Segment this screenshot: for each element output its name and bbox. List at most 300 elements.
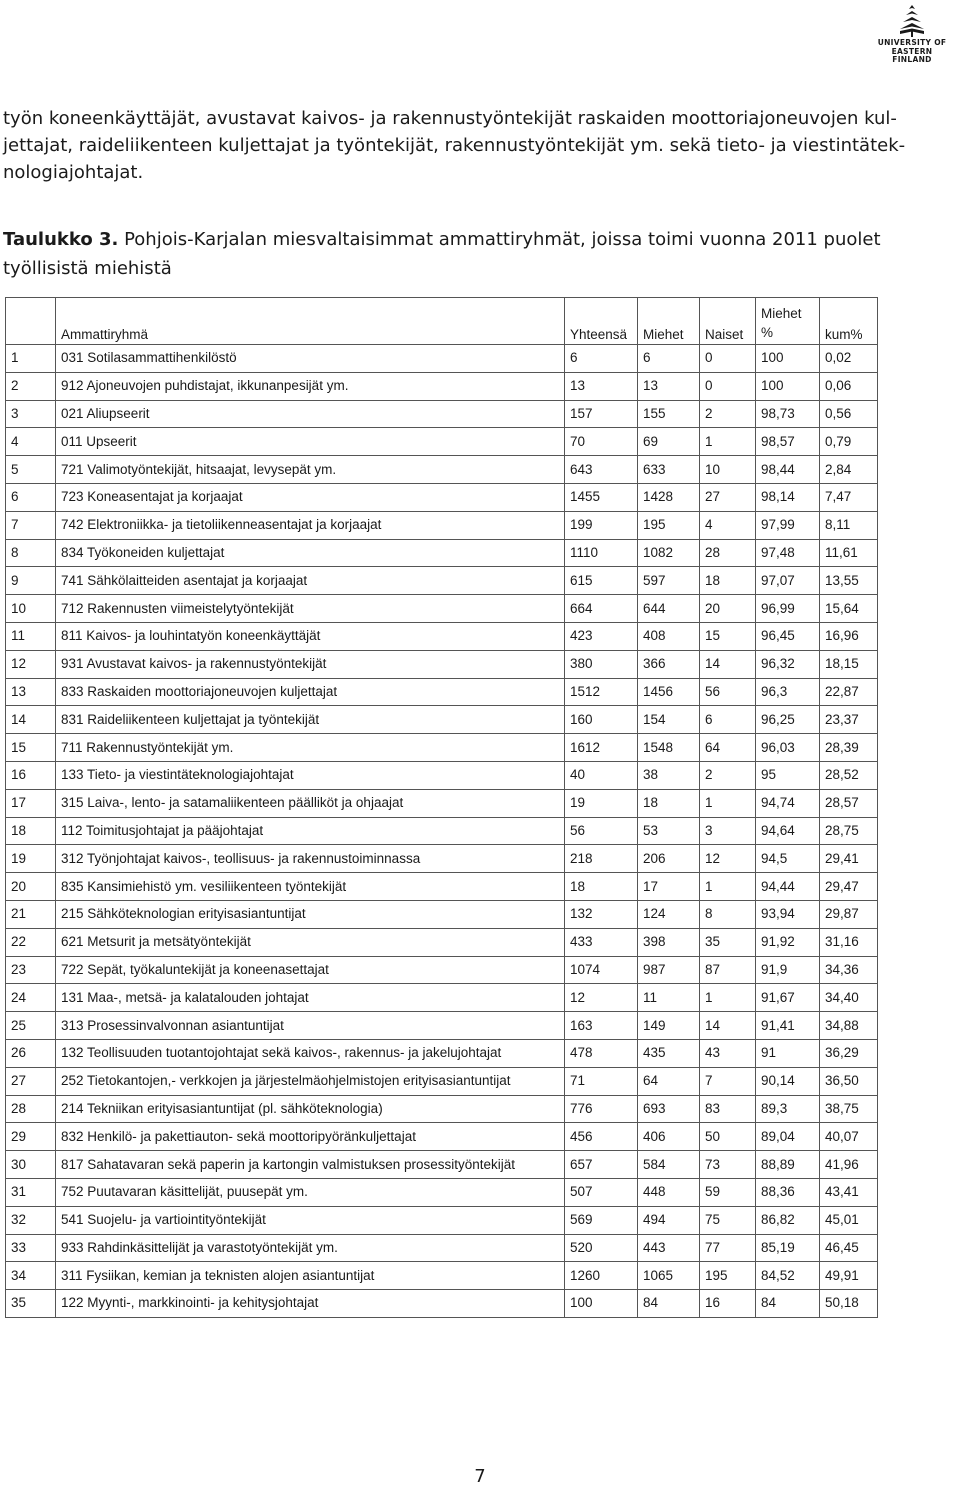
table-row [6, 1039, 878, 1067]
cell-total: 1512 [565, 678, 638, 706]
cell-men-percent: 93,94 [756, 900, 820, 928]
cell-women: 28 [700, 539, 756, 567]
header-group: Ammattiryhmä [56, 298, 565, 345]
cell-group: 811 Kaivos- ja louhintatyön koneenkäyttäjät [56, 622, 565, 650]
cell-cumulative-percent: 13,55 [820, 567, 878, 595]
cell-total: 56 [565, 817, 638, 845]
table-row [6, 984, 878, 1012]
cell-women: 10 [700, 456, 756, 484]
cell-group: 817 Sahatavaran sekä paperin ja kartongin valmistuksen prosessityöntekijät [56, 1151, 565, 1179]
cell-cumulative-percent: 28,52 [820, 761, 878, 789]
cell-rank: 30 [6, 1151, 56, 1179]
table-row [6, 1206, 878, 1234]
cell-men: 435 [638, 1039, 700, 1067]
cell-rank: 22 [6, 928, 56, 956]
table-row [6, 706, 878, 734]
cell-cumulative-percent: 0,06 [820, 372, 878, 400]
cell-group: 311 Fysiikan, kemian ja teknisten alojen asiantuntijat [56, 1262, 565, 1290]
cell-rank: 27 [6, 1067, 56, 1095]
cell-women: 0 [700, 372, 756, 400]
cell-women: 12 [700, 845, 756, 873]
table-row [6, 567, 878, 595]
cell-rank: 35 [6, 1290, 56, 1318]
cell-total: 6 [565, 345, 638, 373]
caption-text-line-1: Pohjois-Karjalan miesvaltaisimmat ammattiryhmät, joissa toimi vuonna 2011 puolet [118, 229, 881, 250]
cell-men: 1428 [638, 483, 700, 511]
cell-group: 835 Kansimiehistö ym. vesiliikenteen työntekijät [56, 873, 565, 901]
cell-total: 520 [565, 1234, 638, 1262]
cell-cumulative-percent: 0,56 [820, 400, 878, 428]
cell-men: 597 [638, 567, 700, 595]
cell-men-percent: 98,57 [756, 428, 820, 456]
cell-rank: 24 [6, 984, 56, 1012]
cell-women: 87 [700, 956, 756, 984]
cell-group: 711 Rakennustyöntekijät ym. [56, 734, 565, 762]
table-row [6, 428, 878, 456]
cell-total: 100 [565, 1290, 638, 1318]
table-row [6, 622, 878, 650]
cell-men: 987 [638, 956, 700, 984]
cell-cumulative-percent: 41,96 [820, 1151, 878, 1179]
cell-total: 40 [565, 761, 638, 789]
cell-men: 443 [638, 1234, 700, 1262]
cell-women: 1 [700, 873, 756, 901]
cell-women: 6 [700, 706, 756, 734]
cell-total: 163 [565, 1012, 638, 1040]
cell-total: 1455 [565, 483, 638, 511]
cell-men: 398 [638, 928, 700, 956]
cell-cumulative-percent: 11,61 [820, 539, 878, 567]
cell-rank: 29 [6, 1123, 56, 1151]
cell-total: 160 [565, 706, 638, 734]
cell-men-percent: 84 [756, 1290, 820, 1318]
cell-rank: 5 [6, 456, 56, 484]
cell-cumulative-percent: 23,37 [820, 706, 878, 734]
table-row [6, 511, 878, 539]
table-row [6, 928, 878, 956]
cell-group: 832 Henkilö- ja pakettiauton- sekä moottoripyöränkuljettajat [56, 1123, 565, 1151]
cell-women: 43 [700, 1039, 756, 1067]
cell-men: 448 [638, 1178, 700, 1206]
cell-women: 77 [700, 1234, 756, 1262]
cell-women: 7 [700, 1067, 756, 1095]
cell-cumulative-percent: 40,07 [820, 1123, 878, 1151]
cell-women: 0 [700, 345, 756, 373]
cell-total: 1074 [565, 956, 638, 984]
cell-cumulative-percent: 8,11 [820, 511, 878, 539]
cell-group: 215 Sähköteknologian erityisasiantuntijat [56, 900, 565, 928]
table-row [6, 595, 878, 623]
cell-men: 206 [638, 845, 700, 873]
cell-men-percent: 96,45 [756, 622, 820, 650]
cell-men-percent: 95 [756, 761, 820, 789]
cell-men: 17 [638, 873, 700, 901]
cell-men-percent: 97,99 [756, 511, 820, 539]
cell-men-percent: 97,07 [756, 567, 820, 595]
cell-men-percent: 86,82 [756, 1206, 820, 1234]
table-row [6, 873, 878, 901]
cell-total: 157 [565, 400, 638, 428]
table-header-row [6, 298, 878, 345]
cell-cumulative-percent: 29,41 [820, 845, 878, 873]
cell-men-percent: 88,89 [756, 1151, 820, 1179]
cell-group: 741 Sähkölaitteiden asentajat ja korjaajat [56, 567, 565, 595]
cell-cumulative-percent: 28,57 [820, 789, 878, 817]
cell-men-percent: 98,44 [756, 456, 820, 484]
table-row [6, 1262, 878, 1290]
table-caption [3, 225, 958, 283]
cell-men-percent: 98,73 [756, 400, 820, 428]
cell-men: 633 [638, 456, 700, 484]
cell-cumulative-percent: 28,39 [820, 734, 878, 762]
cell-total: 433 [565, 928, 638, 956]
cell-cumulative-percent: 45,01 [820, 1206, 878, 1234]
cell-rank: 12 [6, 650, 56, 678]
cell-cumulative-percent: 0,02 [820, 345, 878, 373]
cell-total: 19 [565, 789, 638, 817]
cell-rank: 4 [6, 428, 56, 456]
cell-men: 406 [638, 1123, 700, 1151]
cell-cumulative-percent: 43,41 [820, 1178, 878, 1206]
cell-group: 312 Työnjohtajat kaivos-, teollisuus- ja rakennustoiminnassa [56, 845, 565, 873]
cell-men: 195 [638, 511, 700, 539]
table-row [6, 1123, 878, 1151]
table-row [6, 1095, 878, 1123]
cell-total: 70 [565, 428, 638, 456]
cell-rank: 1 [6, 345, 56, 373]
cell-group: 021 Aliupseerit [56, 400, 565, 428]
caption-label: Taulukko 3. [3, 229, 119, 250]
cell-men-percent: 84,52 [756, 1262, 820, 1290]
cell-men-percent: 96,03 [756, 734, 820, 762]
cell-women: 35 [700, 928, 756, 956]
cell-rank: 17 [6, 789, 56, 817]
cell-total: 507 [565, 1178, 638, 1206]
cell-group: 313 Prosessinvalvonnan asiantuntijat [56, 1012, 565, 1040]
cell-group: 132 Teollisuuden tuotantojohtajat sekä kaivos-, rakennus- ja jakelujohtajat [56, 1039, 565, 1067]
cell-group: 833 Raskaiden moottoriajoneuvojen kuljettajat [56, 678, 565, 706]
cell-cumulative-percent: 15,64 [820, 595, 878, 623]
table-row [6, 734, 878, 762]
cell-women: 75 [700, 1206, 756, 1234]
table-row [6, 1178, 878, 1206]
cell-group: 112 Toimitusjohtajat ja pääjohtajat [56, 817, 565, 845]
cell-men-percent: 94,74 [756, 789, 820, 817]
cell-men: 18 [638, 789, 700, 817]
cell-women: 14 [700, 650, 756, 678]
cell-men-percent: 91,92 [756, 928, 820, 956]
cell-women: 27 [700, 483, 756, 511]
cell-women: 4 [700, 511, 756, 539]
cell-group: 712 Rakennusten viimeistelytyöntekijät [56, 595, 565, 623]
cell-rank: 28 [6, 1095, 56, 1123]
cell-men-percent: 89,3 [756, 1095, 820, 1123]
cell-men-percent: 90,14 [756, 1067, 820, 1095]
cell-rank: 6 [6, 483, 56, 511]
cell-rank: 13 [6, 678, 56, 706]
table-row [6, 1067, 878, 1095]
logo-line-1: UNIVERSITY OF [877, 38, 947, 47]
header-men-percent: Miehet % [756, 298, 820, 345]
cell-group: 122 Myynti-, markkinointi- ja kehitysjohtajat [56, 1290, 565, 1318]
cell-men-percent: 89,04 [756, 1123, 820, 1151]
table-row [6, 1290, 878, 1318]
cell-group: 742 Elektroniikka- ja tietoliikenneasentajat ja korjaajat [56, 511, 565, 539]
cell-rank: 21 [6, 900, 56, 928]
table-row [6, 817, 878, 845]
cell-cumulative-percent: 0,79 [820, 428, 878, 456]
cell-women: 73 [700, 1151, 756, 1179]
cell-women: 16 [700, 1290, 756, 1318]
intro-line: nologiajohtajat. [3, 162, 144, 183]
cell-women: 50 [700, 1123, 756, 1151]
cell-men-percent: 96,32 [756, 650, 820, 678]
cell-cumulative-percent: 36,50 [820, 1067, 878, 1095]
table-row [6, 678, 878, 706]
caption-text-line-2: työllisistä miehistä [3, 258, 172, 279]
cell-men-percent: 100 [756, 372, 820, 400]
cell-total: 218 [565, 845, 638, 873]
cell-total: 1110 [565, 539, 638, 567]
occupation-table [5, 297, 878, 1318]
cell-total: 71 [565, 1067, 638, 1095]
intro-line: jettajat, raideliikenteen kuljettajat ja työntekijät, rakennustyöntekijät ym. sekä tieto- ja viestintätek- [3, 135, 906, 156]
cell-rank: 23 [6, 956, 56, 984]
table-row [6, 456, 878, 484]
cell-men: 53 [638, 817, 700, 845]
cell-women: 18 [700, 567, 756, 595]
cell-cumulative-percent: 34,36 [820, 956, 878, 984]
cell-women: 56 [700, 678, 756, 706]
cell-group: 621 Metsurit ja metsätyöntekijät [56, 928, 565, 956]
cell-men: 693 [638, 1095, 700, 1123]
cell-men: 11 [638, 984, 700, 1012]
cell-rank: 10 [6, 595, 56, 623]
cell-men-percent: 91,67 [756, 984, 820, 1012]
cell-men: 38 [638, 761, 700, 789]
cell-total: 1612 [565, 734, 638, 762]
cell-men-percent: 88,36 [756, 1178, 820, 1206]
table-row [6, 372, 878, 400]
cell-rank: 34 [6, 1262, 56, 1290]
cell-rank: 14 [6, 706, 56, 734]
cell-women: 83 [700, 1095, 756, 1123]
cell-men: 155 [638, 400, 700, 428]
table-row [6, 345, 878, 373]
cell-total: 12 [565, 984, 638, 1012]
header-total: Yhteensä [565, 298, 638, 345]
cell-group: 252 Tietokantojen,- verkkojen ja järjestelmäohjelmistojen erityisasiantuntijat [56, 1067, 565, 1095]
cell-total: 615 [565, 567, 638, 595]
cell-cumulative-percent: 34,88 [820, 1012, 878, 1040]
table-row [6, 761, 878, 789]
cell-total: 776 [565, 1095, 638, 1123]
cell-group: 831 Raideliikenteen kuljettajat ja työntekijät [56, 706, 565, 734]
cell-men-percent: 98,14 [756, 483, 820, 511]
cell-total: 569 [565, 1206, 638, 1234]
cell-women: 15 [700, 622, 756, 650]
cell-group: 131 Maa-, metsä- ja kalatalouden johtajat [56, 984, 565, 1012]
cell-men-percent: 96,99 [756, 595, 820, 623]
cell-cumulative-percent: 34,40 [820, 984, 878, 1012]
cell-rank: 15 [6, 734, 56, 762]
cell-men-percent: 94,44 [756, 873, 820, 901]
cell-group: 133 Tieto- ja viestintäteknologiajohtajat [56, 761, 565, 789]
cell-rank: 20 [6, 873, 56, 901]
cell-total: 1260 [565, 1262, 638, 1290]
table-row [6, 400, 878, 428]
cell-total: 199 [565, 511, 638, 539]
cell-women: 64 [700, 734, 756, 762]
cell-men-percent: 96,25 [756, 706, 820, 734]
cell-rank: 19 [6, 845, 56, 873]
cell-cumulative-percent: 28,75 [820, 817, 878, 845]
cell-group: 912 Ajoneuvojen puhdistajat, ikkunanpesijät ym. [56, 372, 565, 400]
cell-women: 195 [700, 1262, 756, 1290]
cell-rank: 7 [6, 511, 56, 539]
cell-group: 031 Sotilasammattihenkilöstö [56, 345, 565, 373]
header-cumulative-percent: kum% [820, 298, 878, 345]
cell-men: 1456 [638, 678, 700, 706]
cell-men: 366 [638, 650, 700, 678]
cell-total: 456 [565, 1123, 638, 1151]
cell-men: 154 [638, 706, 700, 734]
cell-rank: 9 [6, 567, 56, 595]
cell-group: 722 Sepät, työkaluntekijät ja koneenasettajat [56, 956, 565, 984]
table-row [6, 1012, 878, 1040]
cell-rank: 33 [6, 1234, 56, 1262]
cell-group: 931 Avustavat kaivos- ja rakennustyöntekijät [56, 650, 565, 678]
cell-cumulative-percent: 18,15 [820, 650, 878, 678]
cell-total: 423 [565, 622, 638, 650]
cell-group: 214 Tekniikan erityisasiantuntijat (pl. sähköteknologia) [56, 1095, 565, 1123]
cell-total: 643 [565, 456, 638, 484]
cell-cumulative-percent: 31,16 [820, 928, 878, 956]
cell-cumulative-percent: 50,18 [820, 1290, 878, 1318]
cell-group: 315 Laiva-, lento- ja satamaliikenteen päälliköt ja ohjaajat [56, 789, 565, 817]
cell-men: 408 [638, 622, 700, 650]
cell-men-percent: 96,3 [756, 678, 820, 706]
cell-rank: 3 [6, 400, 56, 428]
cell-men: 6 [638, 345, 700, 373]
cell-women: 20 [700, 595, 756, 623]
header-rank [6, 298, 56, 345]
cell-group: 834 Työkoneiden kuljettajat [56, 539, 565, 567]
cell-total: 18 [565, 873, 638, 901]
cell-cumulative-percent: 49,91 [820, 1262, 878, 1290]
table-row [6, 900, 878, 928]
cell-cumulative-percent: 29,87 [820, 900, 878, 928]
university-logo [872, 2, 952, 66]
cell-group: 541 Suojelu- ja vartiointityöntekijät [56, 1206, 565, 1234]
cell-men-percent: 94,5 [756, 845, 820, 873]
cell-rank: 18 [6, 817, 56, 845]
cell-men: 124 [638, 900, 700, 928]
table-row [6, 789, 878, 817]
cell-cumulative-percent: 36,29 [820, 1039, 878, 1067]
cell-men-percent: 85,19 [756, 1234, 820, 1262]
cell-group: 721 Valimotyöntekijät, hitsaajat, levysepät ym. [56, 456, 565, 484]
cell-men: 149 [638, 1012, 700, 1040]
table-row [6, 1151, 878, 1179]
cell-women: 2 [700, 400, 756, 428]
cell-men: 1548 [638, 734, 700, 762]
cell-men: 1082 [638, 539, 700, 567]
cell-rank: 8 [6, 539, 56, 567]
table-row [6, 539, 878, 567]
cell-cumulative-percent: 29,47 [820, 873, 878, 901]
cell-men: 13 [638, 372, 700, 400]
cell-group: 723 Koneasentajat ja korjaajat [56, 483, 565, 511]
page-number: 7 [474, 1466, 486, 1487]
cell-cumulative-percent: 16,96 [820, 622, 878, 650]
cell-women: 8 [700, 900, 756, 928]
cell-rank: 16 [6, 761, 56, 789]
cell-women: 1 [700, 789, 756, 817]
cell-men-percent: 100 [756, 345, 820, 373]
cell-rank: 26 [6, 1039, 56, 1067]
cell-women: 1 [700, 984, 756, 1012]
cell-rank: 31 [6, 1178, 56, 1206]
cell-rank: 2 [6, 372, 56, 400]
cell-women: 3 [700, 817, 756, 845]
intro-line: työn koneenkäyttäjät, avustavat kaivos- ja rakennustyöntekijät raskaiden moottoriajoneuvojen kul- [3, 108, 897, 129]
cell-men: 69 [638, 428, 700, 456]
cell-total: 664 [565, 595, 638, 623]
cell-cumulative-percent: 2,84 [820, 456, 878, 484]
cell-total: 380 [565, 650, 638, 678]
cell-men: 84 [638, 1290, 700, 1318]
cell-group: 933 Rahdinkäsittelijät ja varastotyöntekijät ym. [56, 1234, 565, 1262]
cell-men: 644 [638, 595, 700, 623]
cell-women: 2 [700, 761, 756, 789]
table-row [6, 1234, 878, 1262]
cell-group: 011 Upseerit [56, 428, 565, 456]
cell-women: 14 [700, 1012, 756, 1040]
header-women: Naiset [700, 298, 756, 345]
cell-men-percent: 91 [756, 1039, 820, 1067]
table-row [6, 956, 878, 984]
cell-total: 13 [565, 372, 638, 400]
cell-rank: 25 [6, 1012, 56, 1040]
cell-rank: 11 [6, 622, 56, 650]
cell-women: 59 [700, 1178, 756, 1206]
cell-total: 478 [565, 1039, 638, 1067]
table-row [6, 845, 878, 873]
cell-men-percent: 97,48 [756, 539, 820, 567]
cell-men-percent: 91,9 [756, 956, 820, 984]
cell-group: 752 Puutavaran käsittelijät, puusepät ym. [56, 1178, 565, 1206]
cell-cumulative-percent: 22,87 [820, 678, 878, 706]
cell-men-percent: 91,41 [756, 1012, 820, 1040]
cell-men: 1065 [638, 1262, 700, 1290]
cell-total: 132 [565, 900, 638, 928]
table-row [6, 483, 878, 511]
cell-men: 494 [638, 1206, 700, 1234]
cell-cumulative-percent: 46,45 [820, 1234, 878, 1262]
intro-paragraph [3, 105, 953, 186]
cell-women: 1 [700, 428, 756, 456]
cell-men-percent: 94,64 [756, 817, 820, 845]
cell-men: 64 [638, 1067, 700, 1095]
cell-rank: 32 [6, 1206, 56, 1234]
logo-line-2: EASTERN FINLAND [891, 47, 933, 64]
header-men: Miehet [638, 298, 700, 345]
table-row [6, 650, 878, 678]
cell-total: 657 [565, 1151, 638, 1179]
cell-cumulative-percent: 38,75 [820, 1095, 878, 1123]
cell-men: 584 [638, 1151, 700, 1179]
